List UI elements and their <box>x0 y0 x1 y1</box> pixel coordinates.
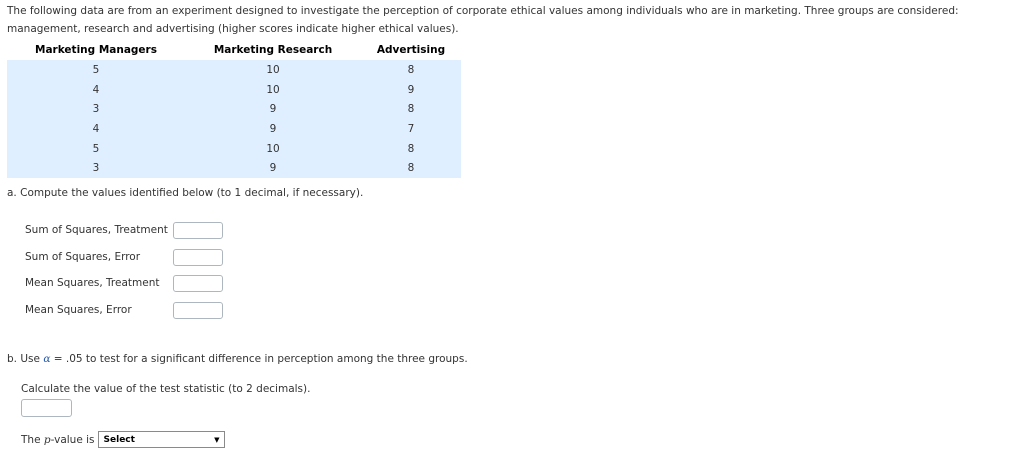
alpha-symbol: α <box>43 353 51 365</box>
ss-treatment-row <box>25 219 223 241</box>
ss-treatment-input[interactable] <box>173 222 223 239</box>
table-row <box>7 119 461 139</box>
table-cell: 4 <box>7 119 185 139</box>
table-cell: 9 <box>185 99 361 119</box>
table-row <box>7 80 461 100</box>
table-cell: 5 <box>7 139 185 159</box>
table-cell: 4 <box>7 80 185 100</box>
table-cell: 10 <box>185 80 361 100</box>
header-marketing-managers: Marketing Managers <box>7 40 185 60</box>
table-cell: 5 <box>7 60 185 80</box>
chevron-down-icon: ▼ <box>214 435 220 444</box>
table-cell: 8 <box>361 139 461 159</box>
pvalue-row <box>21 431 225 448</box>
table-cell: 9 <box>185 119 361 139</box>
ms-treatment-row <box>25 272 223 294</box>
table-cell: 9 <box>361 80 461 100</box>
header-marketing-research: Marketing Research <box>185 40 361 60</box>
data-table <box>7 40 461 178</box>
header-advertising: Advertising <box>361 40 461 60</box>
table-cell: 8 <box>361 99 461 119</box>
pvalue-prefix: The <box>21 433 41 446</box>
part-b-prefix: b. Use <box>7 353 40 365</box>
part-b-suffix: = .05 to test for a significant difference in perception among the three groups. <box>53 353 468 365</box>
ms-treatment-input[interactable] <box>173 275 223 292</box>
ss-error-input[interactable] <box>173 249 223 266</box>
table-cell: 8 <box>361 158 461 178</box>
table-cell: 9 <box>185 158 361 178</box>
table-cell: 10 <box>185 60 361 80</box>
ms-treatment-label: Mean Squares, Treatment <box>25 277 160 289</box>
ss-treatment-label: Sum of Squares, Treatment <box>25 224 168 236</box>
problem-intro: The following data are from an experiment designed to investigate the perception of corporate ethical values among individuals who are in marketing. Three groups are considered: management, research and advertising (higher scores indicate higher ethical values). <box>7 5 959 35</box>
table-header-row <box>7 40 461 60</box>
ms-error-label: Mean Squares, Error <box>25 304 132 316</box>
table-row <box>7 139 461 159</box>
table-cell: 7 <box>361 119 461 139</box>
ms-error-row <box>25 299 223 321</box>
part-b-prompt <box>7 353 468 365</box>
table-row <box>7 158 461 178</box>
part-a-prompt: a. Compute the values identified below (to 1 decimal, if necessary). <box>7 187 364 199</box>
table-cell: 10 <box>185 139 361 159</box>
pvalue-select-value: Select <box>103 434 135 445</box>
test-statistic-input[interactable] <box>21 399 72 417</box>
table-row <box>7 60 461 80</box>
ms-error-input[interactable] <box>173 302 223 319</box>
table-cell: 8 <box>361 60 461 80</box>
pvalue-select[interactable] <box>98 431 225 448</box>
table-cell: 3 <box>7 158 185 178</box>
table-cell: 3 <box>7 99 185 119</box>
pvalue-var: p <box>43 433 51 446</box>
ss-error-row <box>25 246 223 268</box>
test-statistic-prompt: Calculate the value of the test statistic (to 2 decimals). <box>21 383 311 395</box>
ss-error-label: Sum of Squares, Error <box>25 251 141 263</box>
pvalue-suffix: -value is <box>50 433 95 446</box>
table-row <box>7 99 461 119</box>
